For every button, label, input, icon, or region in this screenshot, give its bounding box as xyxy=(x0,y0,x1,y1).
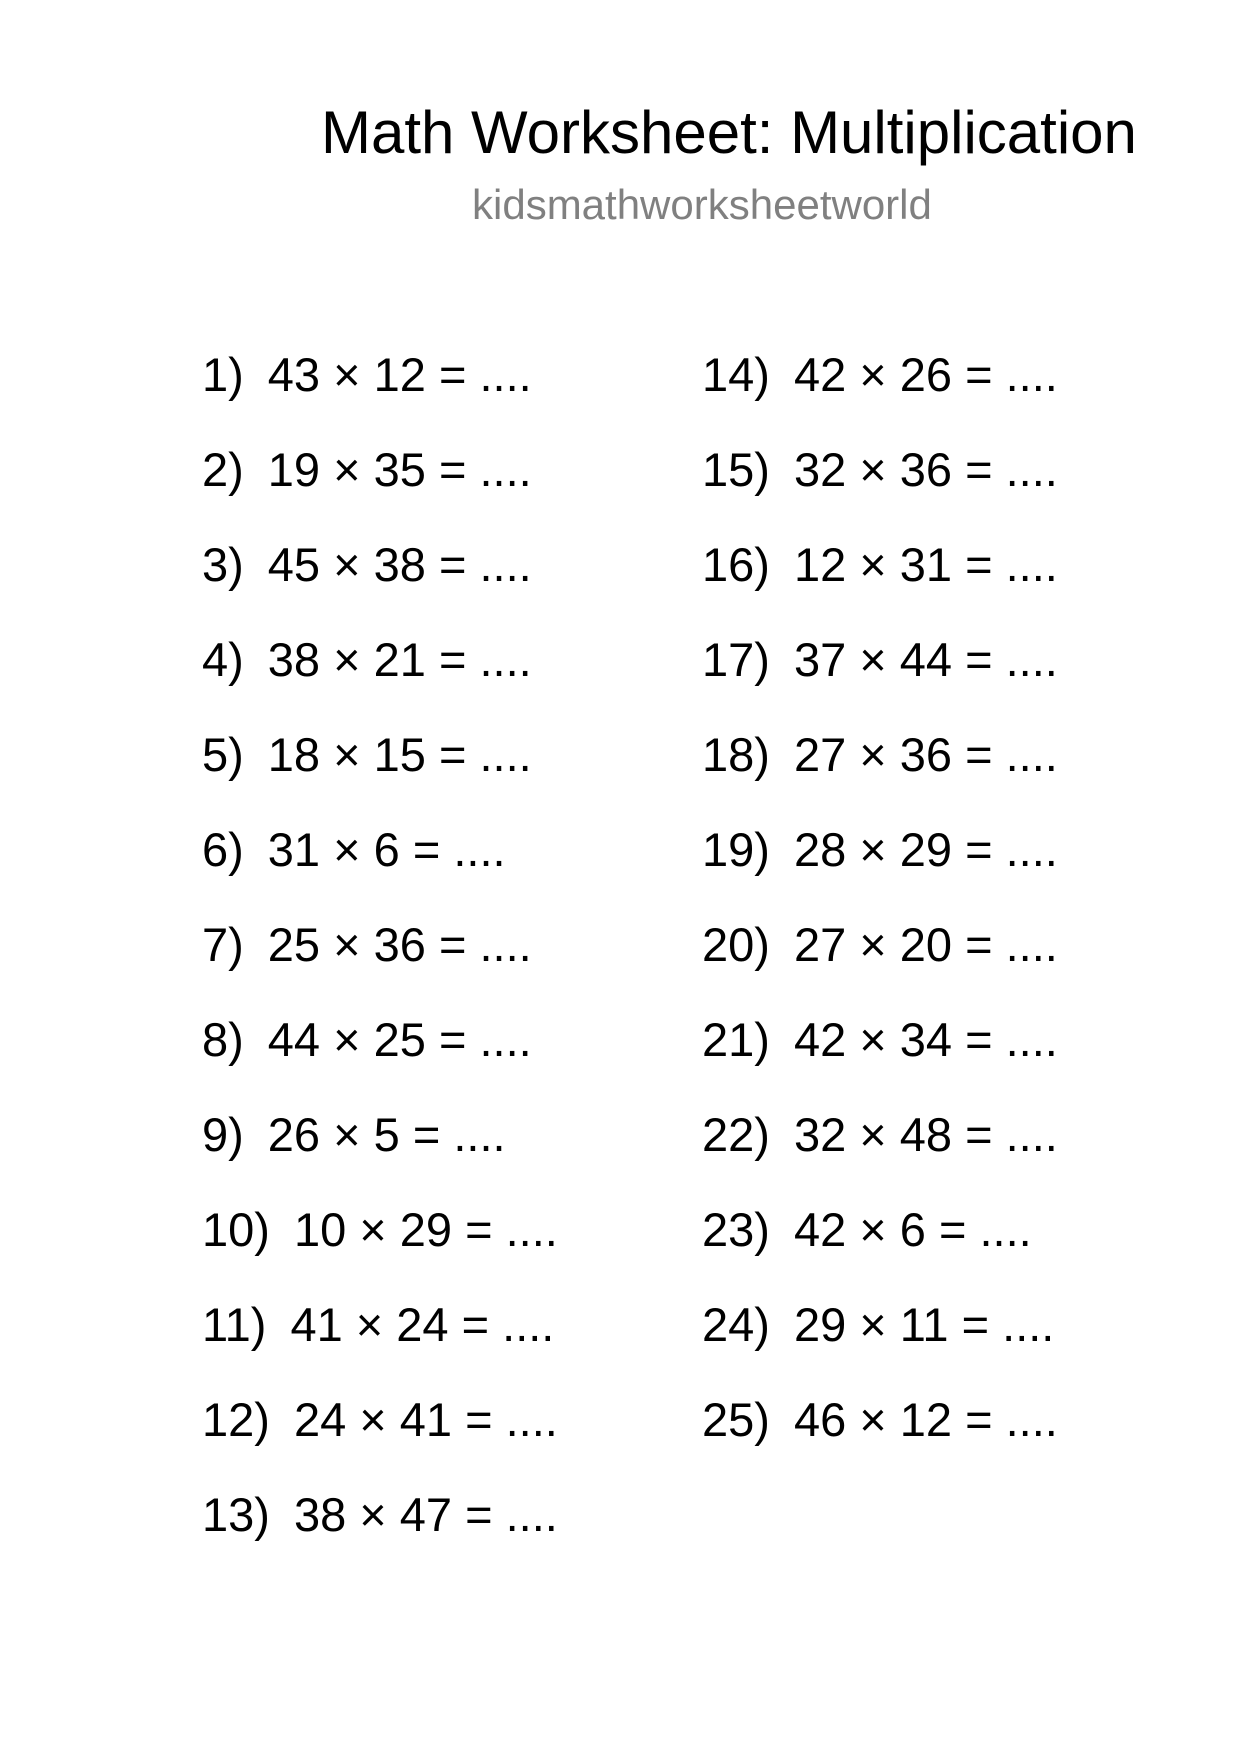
problem-item xyxy=(702,443,1058,538)
problem-item xyxy=(702,1298,1058,1393)
problem-item xyxy=(202,348,558,443)
problem-number: 11) xyxy=(202,1298,267,1351)
problem-expression: 12 × 31 = .... xyxy=(793,538,1058,591)
problem-number: 20) xyxy=(702,918,770,971)
problem-number: 5) xyxy=(202,728,244,781)
problem-item xyxy=(702,823,1058,918)
problem-item xyxy=(202,1393,558,1488)
problem-number: 4) xyxy=(202,633,244,686)
problem-item xyxy=(202,1203,558,1298)
problem-number: 22) xyxy=(702,1108,770,1161)
problem-item xyxy=(202,538,558,633)
problem-item xyxy=(702,1108,1058,1203)
problem-expression: 32 × 48 = .... xyxy=(793,1108,1058,1161)
problem-expression: 41 × 24 = .... xyxy=(290,1298,555,1351)
problem-expression: 18 × 15 = .... xyxy=(267,728,532,781)
problem-number: 8) xyxy=(202,1013,244,1066)
problem-expression: 46 × 12 = .... xyxy=(793,1393,1058,1446)
problem-expression: 38 × 21 = .... xyxy=(267,633,532,686)
problem-expression: 19 × 35 = .... xyxy=(267,443,532,496)
problem-number: 24) xyxy=(702,1298,770,1351)
problem-item xyxy=(702,1013,1058,1108)
problem-number: 19) xyxy=(702,823,770,876)
problem-expression: 28 × 29 = .... xyxy=(793,823,1058,876)
problem-expression: 44 × 25 = .... xyxy=(267,1013,532,1066)
problem-expression: 43 × 12 = .... xyxy=(267,348,532,401)
problem-expression: 25 × 36 = .... xyxy=(267,918,532,971)
problem-number: 2) xyxy=(202,443,244,496)
problem-item xyxy=(702,1393,1058,1488)
problem-number: 21) xyxy=(702,1013,770,1066)
problem-item xyxy=(202,1108,558,1203)
problem-item xyxy=(202,443,558,538)
problem-expression: 27 × 36 = .... xyxy=(793,728,1058,781)
problem-number: 12) xyxy=(202,1393,270,1446)
problem-expression: 42 × 34 = .... xyxy=(793,1013,1058,1066)
problem-number: 10) xyxy=(202,1203,270,1256)
problem-column-right xyxy=(702,348,1058,1488)
problem-item xyxy=(702,538,1058,633)
problem-expression: 42 × 26 = .... xyxy=(793,348,1058,401)
worksheet-subtitle: kidsmathworksheetworld xyxy=(472,181,932,228)
problem-item xyxy=(202,1013,558,1108)
problem-expression: 24 × 41 = .... xyxy=(293,1393,558,1446)
problem-expression: 29 × 11 = .... xyxy=(793,1298,1055,1351)
problem-expression: 45 × 38 = .... xyxy=(267,538,532,591)
problem-number: 23) xyxy=(702,1203,770,1256)
problem-item xyxy=(202,918,558,1013)
problem-expression: 31 × 6 = .... xyxy=(267,823,506,876)
problem-number: 15) xyxy=(702,443,770,496)
problem-item xyxy=(202,633,558,728)
problem-item xyxy=(702,633,1058,728)
problem-item xyxy=(202,728,558,823)
worksheet-title: Math Worksheet: Multiplication xyxy=(321,99,1137,166)
problem-number: 9) xyxy=(202,1108,244,1161)
problem-number: 17) xyxy=(702,633,770,686)
problem-expression: 10 × 29 = .... xyxy=(293,1203,558,1256)
problem-number: 14) xyxy=(702,348,770,401)
problem-column-left xyxy=(202,348,558,1583)
problem-number: 13) xyxy=(202,1488,270,1541)
problem-number: 3) xyxy=(202,538,244,591)
problem-expression: 26 × 5 = .... xyxy=(267,1108,506,1161)
problem-number: 16) xyxy=(702,538,770,591)
problem-expression: 42 × 6 = .... xyxy=(793,1203,1032,1256)
problem-item xyxy=(202,1488,558,1583)
problem-number: 25) xyxy=(702,1393,770,1446)
problem-expression: 37 × 44 = .... xyxy=(793,633,1058,686)
problem-item xyxy=(702,728,1058,823)
problem-item xyxy=(702,918,1058,1013)
problem-number: 18) xyxy=(702,728,770,781)
problem-expression: 32 × 36 = .... xyxy=(793,443,1058,496)
problem-item xyxy=(202,1298,558,1393)
problem-item xyxy=(702,1203,1058,1298)
problem-number: 6) xyxy=(202,823,244,876)
problem-item xyxy=(202,823,558,918)
problem-number: 7) xyxy=(202,918,244,971)
problem-expression: 38 × 47 = .... xyxy=(293,1488,558,1541)
problem-expression: 27 × 20 = .... xyxy=(793,918,1058,971)
problem-number: 1) xyxy=(202,348,244,401)
problem-item xyxy=(702,348,1058,443)
